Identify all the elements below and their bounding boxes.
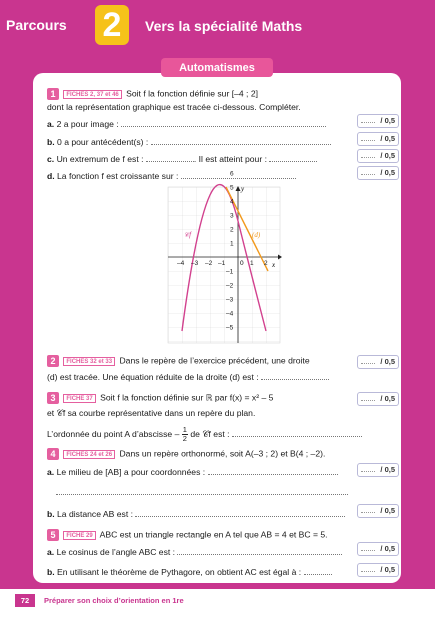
y-tick: –5: [226, 324, 234, 332]
ex4-answer-line: [56, 486, 348, 497]
answer-field[interactable]: [56, 486, 348, 495]
ex3-line3: L’ordonnée du point A d’abscisse – $\frac{1}{2}$ de 𝒞f est :: [47, 426, 362, 443]
y-axis-label: y: [241, 185, 245, 193]
ex1-question-d: d. La fonction f est croissante sur :: [47, 170, 296, 181]
fiche-reference[interactable]: FICHES 32 et 33: [63, 357, 115, 366]
y-tick: 6: [230, 170, 234, 178]
y-tick: 2: [230, 226, 234, 234]
footer-text: Préparer son choix d’orientation en 1re: [44, 596, 184, 605]
score-box[interactable]: / 0,5: [357, 463, 399, 477]
ex3-line2: et 𝒞f sa courbe représentative dans un repère du plan.: [47, 408, 256, 418]
page-number: 72: [15, 594, 35, 607]
y-tick: –3: [226, 296, 234, 304]
fiche-reference[interactable]: FICHES 24 et 26: [63, 450, 115, 459]
ex1-intro-text: Soit f la fonction définie sur [–4 ; 2]: [126, 88, 258, 99]
ex2-line1: 2 FICHES 32 et 33 Dans le repère de l’exercice précédent, une droite: [47, 355, 310, 367]
score-box[interactable]: / 0,5: [357, 149, 399, 163]
ex5-question-b: b. En utilisant le théorème de Pythagore, on obtient AC est égal à :: [47, 566, 332, 577]
score-box[interactable]: / 0,5: [357, 563, 399, 577]
y-tick: 4: [230, 198, 234, 206]
ex3-line1: 3 FICHE 37 Soit f la fonction définie sur ℝ par f(x) = x² – 5: [47, 392, 273, 404]
exercise-number: 5: [47, 529, 59, 541]
exercise-number: 1: [47, 88, 59, 100]
y-tick: –2: [226, 282, 234, 290]
fiche-reference[interactable]: FICHE 37: [63, 394, 95, 403]
origin-label: 0: [240, 260, 244, 267]
ex1-intro-line2: dont la représentation graphique est tracée ci-dessous. Compléter.: [47, 102, 301, 112]
x-axis-label: x: [272, 261, 276, 269]
y-tick: –4: [226, 310, 234, 318]
fraction: $\frac{1}{2}$: [182, 425, 187, 443]
page-title: Vers la spécialité Maths: [145, 18, 303, 34]
ex1-question-b: b. 0 a pour antécédent(s) :: [47, 136, 331, 147]
x-tick: –4: [177, 260, 185, 267]
answer-field[interactable]: [269, 153, 317, 162]
x-tick: 1: [250, 260, 254, 267]
section-tab-automatismes: Automatismes: [161, 58, 273, 77]
exercise-number: 3: [47, 392, 59, 404]
ex4-question-a: a. Le milieu de [AB] a pour coordonnées :: [47, 466, 338, 477]
x-tick: –3: [191, 260, 199, 267]
ex1-question-a: a. 2 a pour image :: [47, 118, 326, 129]
x-tick: 2: [264, 260, 268, 267]
ex4-line1: 4 FICHES 24 et 26 Dans un repère orthonormé, soit A(–3 ; 2) et B(4 ; –2).: [47, 448, 325, 460]
y-tick: 5: [230, 184, 234, 192]
score-box[interactable]: / 0,5: [357, 114, 399, 128]
ex1-question-c: c. Un extremum de f est : . Il est atteint pour :: [47, 153, 317, 164]
answer-field[interactable]: [304, 566, 332, 575]
score-box[interactable]: / 0,5: [357, 166, 399, 180]
fiche-reference[interactable]: FICHES 2, 37 et 46: [63, 90, 121, 99]
answer-field[interactable]: [177, 546, 342, 555]
score-box[interactable]: / 0,5: [357, 504, 399, 518]
exercise-number: 2: [47, 355, 59, 367]
answer-field[interactable]: [121, 118, 326, 127]
answer-field[interactable]: [232, 428, 362, 437]
answer-field[interactable]: [208, 466, 338, 475]
ex5-line1: 5 FICHE 29 ABC est un triangle rectangle en A tel que AB = 4 et BC = 5.: [47, 529, 328, 541]
parcours-number-badge: 2: [95, 5, 129, 45]
fiche-reference[interactable]: FICHE 29: [63, 531, 95, 540]
score-box[interactable]: / 0,5: [357, 542, 399, 556]
answer-field[interactable]: [181, 170, 296, 179]
answer-field[interactable]: [135, 508, 345, 517]
line-label: (d): [252, 231, 261, 239]
y-tick: 3: [230, 212, 234, 220]
ex5-question-a: a. Le cosinus de l’angle ABC est :: [47, 546, 342, 557]
function-graph: [166, 170, 282, 345]
score-box[interactable]: / 0,5: [357, 355, 399, 369]
ex1-intro: [47, 88, 258, 100]
exercise-number: 4: [47, 448, 59, 460]
ex4-question-b: b. La distance AB est :: [47, 508, 345, 519]
score-box[interactable]: / 0,5: [357, 132, 399, 146]
y-tick: –1: [226, 268, 234, 276]
curve-label: 𝒞f: [184, 231, 192, 239]
parcours-label: Parcours: [6, 17, 67, 33]
answer-field[interactable]: [151, 136, 331, 145]
score-box[interactable]: / 0,5: [357, 392, 399, 406]
answer-field[interactable]: [146, 153, 194, 162]
x-tick: –1: [218, 260, 226, 267]
x-tick: –2: [205, 260, 213, 267]
answer-field[interactable]: [261, 371, 329, 380]
y-tick: 1: [230, 240, 234, 248]
ex2-line2: (d) est tracée. Une équation réduite de la droite (d) est :: [47, 371, 329, 382]
